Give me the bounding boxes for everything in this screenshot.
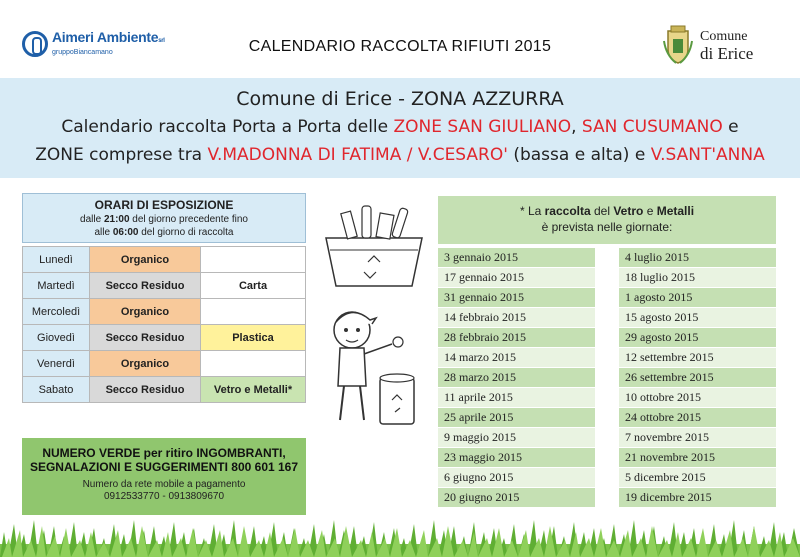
vetro-text: Metalli: [656, 204, 695, 218]
page-title: CALENDARIO RACCOLTA RIFIUTI 2015: [248, 38, 552, 55]
numero-line-4: 0912533770 - 0913809670: [103, 491, 225, 502]
grass-decoration-icon: [0, 512, 800, 557]
waste-cell: Secco Residuo: [90, 325, 201, 351]
waste-cell: Carta: [201, 273, 306, 299]
zone-name: SAN CUSUMANO: [581, 117, 723, 137]
vetro-text: raccolta: [544, 204, 591, 218]
brand-sub: gruppoBiancamano: [52, 49, 113, 56]
table-row: [23, 377, 306, 403]
list-item: 23 maggio 2015: [438, 448, 595, 467]
list-item: 20 giugno 2015: [438, 488, 595, 507]
list-item: 14 marzo 2015: [438, 348, 595, 367]
orari-text: del giorno precedente fino: [129, 214, 248, 225]
list-item: 17 gennaio 2015: [438, 268, 595, 287]
numero-line-1: NUMERO VERDE per ritiro INGOMBRANTI,: [42, 446, 286, 460]
day-cell: Sabato: [23, 377, 90, 403]
waste-cell: Organico: [90, 299, 201, 325]
zone-name: ZONE SAN GIULIANO: [393, 117, 572, 137]
dates-list-left: [438, 248, 595, 508]
recycle-basket-icon: [318, 200, 430, 290]
banner-line-2: [0, 117, 800, 137]
banner-text: (bassa e alta) e: [507, 145, 651, 165]
list-item: 19 dicembre 2015: [619, 488, 776, 507]
waste-cell: Secco Residuo: [90, 273, 201, 299]
table-row: [23, 299, 306, 325]
table-row: [23, 351, 306, 377]
list-item: 14 febbraio 2015: [438, 308, 595, 327]
day-cell: Giovedì: [23, 325, 90, 351]
day-cell: Mercoledì: [23, 299, 90, 325]
waste-cell: Organico: [90, 247, 201, 273]
list-item: 7 novembre 2015: [619, 428, 776, 447]
banner-text: ,: [571, 117, 582, 137]
numero-verde-box: [22, 438, 306, 515]
brand-tm: srl: [158, 38, 165, 44]
waste-cell: [201, 351, 306, 377]
table-row: [23, 273, 306, 299]
list-item: 3 gennaio 2015: [438, 248, 595, 267]
orari-box: [22, 193, 306, 243]
banner-line-1: Comune di Erice - ZONA AZZURRA: [236, 88, 564, 110]
numero-line-2: SEGNALAZIONI E SUGGERIMENTI 800 601 167: [29, 460, 299, 474]
table-row: [23, 247, 306, 273]
banner-text: Calendario raccolta Porta a Porta delle: [61, 117, 394, 137]
list-item: 28 marzo 2015: [438, 368, 595, 387]
zone-banner: [0, 78, 800, 178]
list-item: 1 agosto 2015: [619, 288, 776, 307]
orari-title: ORARI DI ESPOSIZIONE: [94, 198, 234, 212]
day-cell: Lunedì: [23, 247, 90, 273]
waste-cell: [201, 299, 306, 325]
list-item: 15 agosto 2015: [619, 308, 776, 327]
orari-line-1: [23, 214, 305, 225]
list-item: 24 ottobre 2015: [619, 408, 776, 427]
list-item: 31 gennaio 2015: [438, 288, 595, 307]
street-name: V.SANT'ANNA: [650, 145, 765, 165]
list-item: 26 settembre 2015: [619, 368, 776, 387]
aimeri-logo-icon: [22, 31, 48, 57]
comune-label: Comune: [700, 29, 748, 44]
waste-cell: Secco Residuo: [90, 377, 201, 403]
vetro-line-1: [438, 204, 776, 218]
list-item: 28 febbraio 2015: [438, 328, 595, 347]
vetro-text: Vetro: [613, 204, 644, 218]
list-item: 5 dicembre 2015: [619, 468, 776, 487]
waste-cell: Organico: [90, 351, 201, 377]
brand-name: Aimeri Ambiente: [52, 29, 159, 45]
list-item: 4 luglio 2015: [619, 248, 776, 267]
dates-list-right: [619, 248, 776, 508]
erice-brand: [662, 25, 753, 65]
waste-cell: Vetro e Metalli*: [201, 377, 306, 403]
numero-line-3: Numero da rete mobile a pagamento: [82, 479, 246, 490]
weekly-schedule-table: [22, 246, 306, 403]
day-cell: Venerdì: [23, 351, 90, 377]
day-cell: Martedì: [23, 273, 90, 299]
list-item: 18 luglio 2015: [619, 268, 776, 287]
list-item: 29 agosto 2015: [619, 328, 776, 347]
orari-text: alle: [94, 227, 113, 238]
orari-time: 06:00: [112, 227, 139, 238]
header: [0, 0, 800, 78]
boy-recycling-icon: [322, 300, 434, 435]
banner-text: e: [722, 117, 739, 137]
crest-icon: [662, 25, 694, 65]
list-item: 21 novembre 2015: [619, 448, 776, 467]
vetro-text: * La: [519, 204, 545, 218]
orari-text: dalle: [80, 214, 104, 225]
list-item: 6 giugno 2015: [438, 468, 595, 487]
vetro-text: e: [643, 204, 657, 218]
list-item: 25 aprile 2015: [438, 408, 595, 427]
orari-text: del giorno di raccolta: [138, 227, 234, 238]
list-item: 11 aprile 2015: [438, 388, 595, 407]
list-item: 12 settembre 2015: [619, 348, 776, 367]
banner-text: ZONE comprese tra: [35, 145, 208, 165]
vetro-header: [438, 196, 776, 244]
comune-name: di Erice: [700, 44, 754, 63]
list-item: 9 maggio 2015: [438, 428, 595, 447]
aimeri-brand: [22, 30, 165, 57]
street-name: V.MADONNA DI FATIMA / V.CESARO': [207, 145, 508, 165]
vetro-line-2: è prevista nelle giornate:: [541, 220, 673, 234]
waste-cell: Plastica: [201, 325, 306, 351]
waste-cell: [201, 247, 306, 273]
orari-time: 21:00: [103, 214, 130, 225]
table-row: [23, 325, 306, 351]
vetro-text: del: [590, 204, 614, 218]
banner-line-3: [0, 145, 800, 165]
orari-line-2: [23, 227, 305, 238]
list-item: 10 ottobre 2015: [619, 388, 776, 407]
